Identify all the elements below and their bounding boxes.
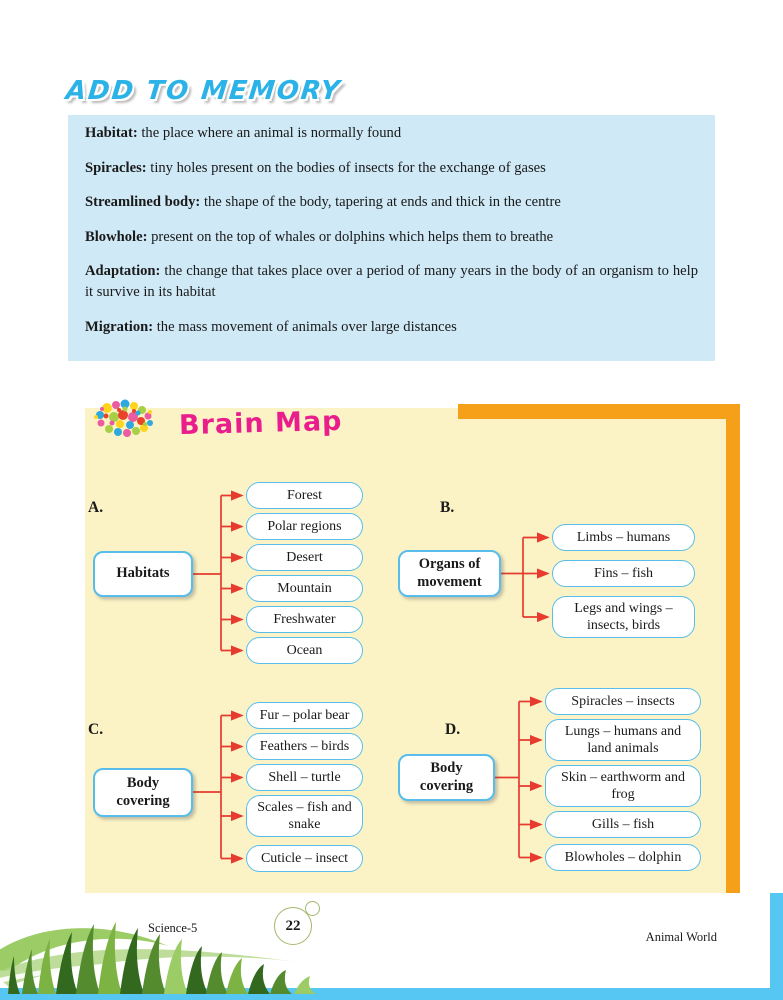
leaf-node: Fins – fish <box>552 560 695 587</box>
leaf-node: Mountain <box>246 575 363 602</box>
add-to-memory-heading: ADD TO MEMORY <box>64 76 343 106</box>
leaf-node: Legs and wings – insects, birds <box>552 596 695 638</box>
root-node-body-covering-c: Body covering <box>93 768 193 817</box>
definition-text: the change that takes place over a period of many years in the body of an organism to help it survive in its habitat <box>85 263 698 300</box>
leaf-node: Fur – polar bear <box>246 702 363 729</box>
footer-chapter-title: Animal World <box>645 930 717 944</box>
definition-term: Blowhole: <box>85 228 148 245</box>
leaf-node: Skin – earthworm and frog <box>545 765 701 807</box>
leaf-node: Lungs – humans and land animals <box>545 719 701 761</box>
footer-book-title: Science-5 <box>148 921 198 935</box>
definition-text: the shape of the body, tapering at ends and thick in the centre <box>203 194 561 210</box>
leaf-node: Shell – turtle <box>246 764 363 791</box>
leaf-node: Desert <box>246 544 363 571</box>
definition-migration <box>85 317 698 338</box>
definition-text: the mass movement of animals over large distances <box>156 318 457 335</box>
definition-text: present on the top of whales or dolphins which helps them to breathe <box>151 228 554 245</box>
orange-frame-right <box>726 404 740 893</box>
leaf-node: Freshwater <box>246 606 363 633</box>
brain-map-title: Brain Map <box>178 405 343 442</box>
definition-habitat <box>85 123 698 144</box>
definition-spiracles <box>85 158 698 179</box>
grass-decoration <box>0 894 418 994</box>
leaf-node: Spiracles – insects <box>545 688 701 715</box>
leaf-node: Gills – fish <box>545 811 701 838</box>
definition-text: tiny holes present on the bodies of insects for the exchange of gases <box>150 159 546 176</box>
tree-label-a: A. <box>88 499 104 516</box>
definition-term: Habitat: <box>85 125 138 141</box>
page-number-badge: 22 <box>274 907 312 945</box>
leaf-node: Cuticle – insect <box>246 845 363 872</box>
tree-label-b: B. <box>440 499 455 516</box>
right-blue-strip <box>770 893 783 1000</box>
definition-streamlined-body <box>85 192 698 213</box>
orange-frame-top <box>458 404 740 419</box>
leaf-node: Feathers – birds <box>246 733 363 760</box>
tree-label-d: D. <box>445 721 461 738</box>
definition-blowhole <box>85 227 698 248</box>
definition-adaptation <box>85 261 698 303</box>
root-node-body-covering-d: Body covering <box>398 754 495 801</box>
root-node-organs-of-movement: Organs of movement <box>398 550 501 597</box>
tree-label-c: C. <box>88 721 104 738</box>
leaf-node: Scales – fish and snake <box>246 795 363 837</box>
definition-term: Spiracles: <box>85 159 147 176</box>
leaf-node: Ocean <box>246 637 363 664</box>
brain-logo-icon <box>90 394 160 446</box>
definition-text: the place where an animal is normally found <box>141 125 402 141</box>
definition-term: Migration: <box>85 318 154 335</box>
page-number-bubble-accent <box>305 901 320 916</box>
definition-term: Streamlined body: <box>85 194 201 210</box>
leaf-node: Blowholes – dolphin <box>545 844 701 871</box>
leaf-node: Limbs – humans <box>552 524 695 551</box>
leaf-node: Forest <box>246 482 363 509</box>
leaf-node: Polar regions <box>246 513 363 540</box>
definition-term: Adaptation: <box>85 263 161 279</box>
definitions-panel <box>68 115 715 361</box>
root-node-habitats: Habitats <box>93 551 193 597</box>
